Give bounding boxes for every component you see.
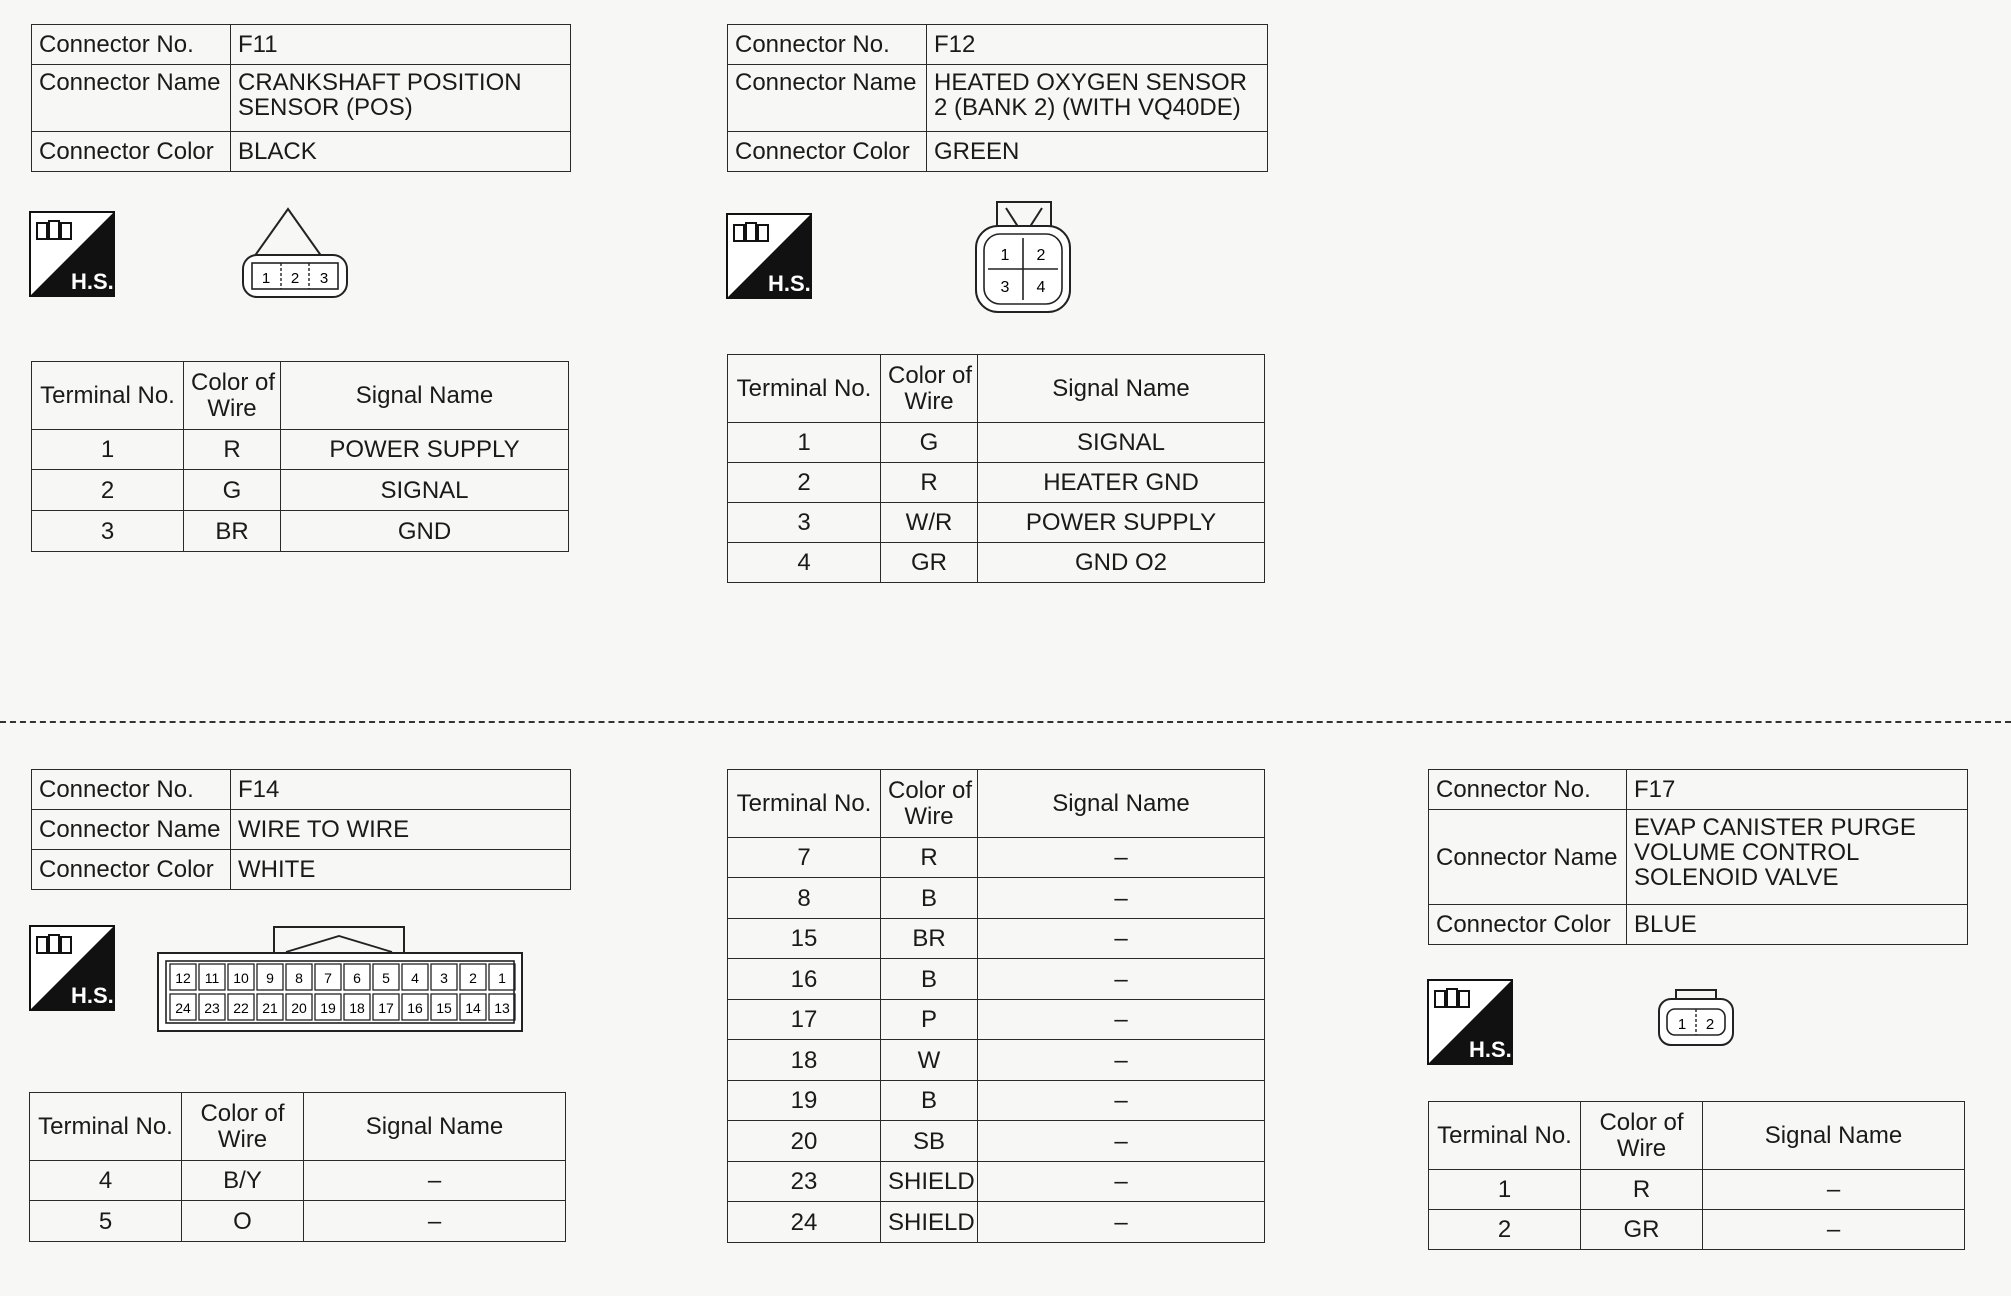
connector-color-value: BLACK (231, 132, 571, 172)
terminal-no-header: Terminal No. (728, 770, 881, 838)
pin-label: 2 (290, 270, 300, 287)
f17-terminal-table (1428, 1101, 1965, 1250)
connector-no-label: Connector No. (1429, 770, 1627, 810)
f14-connector-info (31, 769, 571, 890)
table-row: 1 R POWER SUPPLY (32, 430, 569, 470)
table-row: 19 B – (728, 1081, 1265, 1121)
connector-no-value: F17 (1627, 770, 1968, 810)
connector-name-label: Connector Name (1429, 810, 1627, 905)
connector-no-value: F12 (927, 25, 1268, 65)
connector-color-label: Connector Color (32, 132, 231, 172)
table-row: 4 GR GND O2 (728, 543, 1265, 583)
pin-label: 18 (349, 1000, 365, 1016)
f11-connector-info (31, 24, 571, 172)
connector-no-value: F14 (231, 770, 571, 810)
table-row: 7 R – (728, 838, 1265, 878)
pin-label: 5 (382, 970, 390, 986)
table-row: 2 R HEATER GND (728, 463, 1265, 503)
pin-label: 23 (204, 1000, 220, 1016)
pin-label: 8 (295, 970, 303, 986)
pin-label: 19 (320, 1000, 336, 1016)
f12-connector-info (727, 24, 1268, 172)
connector-color-value: GREEN (927, 132, 1268, 172)
f14-terminal-table-continued (727, 769, 1265, 1243)
connector-color-label: Connector Color (728, 132, 927, 172)
pin-label: 2 (1705, 1016, 1715, 1033)
pin-label: 11 (204, 970, 220, 986)
pin-label: 24 (175, 1000, 191, 1016)
table-row: 16 B – (728, 959, 1265, 1000)
connector-name-label: Connector Name (32, 810, 231, 850)
connector-no-label: Connector No. (32, 770, 231, 810)
f12-terminal-table (727, 354, 1265, 583)
svg-text:H.S.: H.S. (71, 983, 114, 1008)
pin-label: 4 (411, 970, 419, 986)
signal-name-header: Signal Name (281, 362, 569, 430)
pin-label: 6 (353, 970, 361, 986)
connector-no-label: Connector No. (728, 25, 927, 65)
f12-connector-diagram (973, 200, 1073, 315)
signal-name-header: Signal Name (1703, 1102, 1965, 1170)
color-of-wire-header: Color of Wire (1581, 1102, 1703, 1170)
table-row: 20 SB – (728, 1121, 1265, 1162)
pin-label: 1 (261, 270, 271, 287)
hs-harness-side-icon (1427, 979, 1513, 1065)
table-row: 4 B/Y – (30, 1161, 566, 1201)
signal-name-header: Signal Name (978, 770, 1265, 838)
table-row: 17 P – (728, 1000, 1265, 1040)
pin-label: 1 (498, 970, 506, 986)
f14-connector-diagram (156, 924, 526, 1034)
pin-label: 10 (233, 970, 249, 986)
svg-text:H.S.: H.S. (1469, 1037, 1512, 1062)
pin-label: 3 (440, 970, 448, 986)
f11-terminal-table (31, 361, 569, 552)
pin-label: 12 (175, 970, 191, 986)
table-row: 2 GR – (1429, 1210, 1965, 1250)
pin-label: 7 (324, 970, 332, 986)
signal-name-header: Signal Name (978, 355, 1265, 423)
pin-label: 2 (469, 970, 477, 986)
table-row: 3 BR GND (32, 511, 569, 552)
table-row: 23 SHIELD – (728, 1162, 1265, 1202)
hs-harness-side-icon (726, 213, 812, 299)
table-row: 24 SHIELD – (728, 1202, 1265, 1243)
terminal-no-header: Terminal No. (728, 355, 881, 423)
table-row: 1 R – (1429, 1170, 1965, 1210)
connector-no-label: Connector No. (32, 25, 231, 65)
pin-label: 2 (1036, 247, 1046, 264)
pin-label: 22 (233, 1000, 249, 1016)
connector-name-value: EVAP CANISTER PURGE VOLUME CONTROL SOLENOID VALVE (1627, 810, 1968, 905)
connector-name-label: Connector Name (728, 65, 927, 132)
color-of-wire-header: Color of Wire (881, 770, 978, 838)
f11-connector-diagram (240, 205, 350, 301)
color-of-wire-header: Color of Wire (881, 355, 978, 423)
table-row: 18 W – (728, 1040, 1265, 1081)
terminal-no-header: Terminal No. (30, 1093, 182, 1161)
connector-name-value: HEATED OXYGEN SENSOR 2 (BANK 2) (WITH VQ40DE) (927, 65, 1268, 132)
connector-color-value: WHITE (231, 850, 571, 890)
connector-color-label: Connector Color (32, 850, 231, 890)
color-of-wire-header: Color of Wire (182, 1093, 304, 1161)
f17-connector-diagram (1656, 987, 1736, 1049)
terminal-no-header: Terminal No. (1429, 1102, 1581, 1170)
pin-label: 13 (494, 1000, 510, 1016)
pin-label: 3 (319, 270, 329, 287)
terminal-no-header: Terminal No. (32, 362, 184, 430)
hs-harness-side-icon (29, 211, 115, 297)
color-of-wire-header: Color of Wire (184, 362, 281, 430)
connector-color-label: Connector Color (1429, 905, 1627, 945)
pin-label: 20 (291, 1000, 307, 1016)
pin-label: 9 (266, 970, 274, 986)
table-row: 8 B – (728, 878, 1265, 919)
pin-label: 16 (407, 1000, 423, 1016)
pin-label: 21 (262, 1000, 278, 1016)
pin-label: 17 (378, 1000, 394, 1016)
connector-name-value: CRANKSHAFT POSITION SENSOR (POS) (231, 65, 571, 132)
section-divider (0, 721, 2011, 723)
connector-name-label: Connector Name (32, 65, 231, 132)
table-row: 1 G SIGNAL (728, 423, 1265, 463)
connector-no-value: F11 (231, 25, 571, 65)
connector-name-value: WIRE TO WIRE (231, 810, 571, 850)
f17-connector-info (1428, 769, 1968, 945)
pin-label: 1 (1677, 1016, 1687, 1033)
pin-label: 14 (465, 1000, 481, 1016)
hs-harness-side-icon (29, 925, 115, 1011)
pin-label: 15 (436, 1000, 452, 1016)
connector-color-value: BLUE (1627, 905, 1968, 945)
table-row: 5 O – (30, 1201, 566, 1242)
svg-text:H.S.: H.S. (768, 271, 811, 296)
svg-text:H.S.: H.S. (71, 269, 114, 294)
pin-label: 4 (1036, 279, 1046, 296)
f14-terminal-table (29, 1092, 566, 1242)
pin-label: 3 (1000, 279, 1010, 296)
table-row: 2 G SIGNAL (32, 470, 569, 511)
table-row: 3 W/R POWER SUPPLY (728, 503, 1265, 543)
table-row: 15 BR – (728, 919, 1265, 959)
signal-name-header: Signal Name (304, 1093, 566, 1161)
pin-label: 1 (1000, 247, 1010, 264)
